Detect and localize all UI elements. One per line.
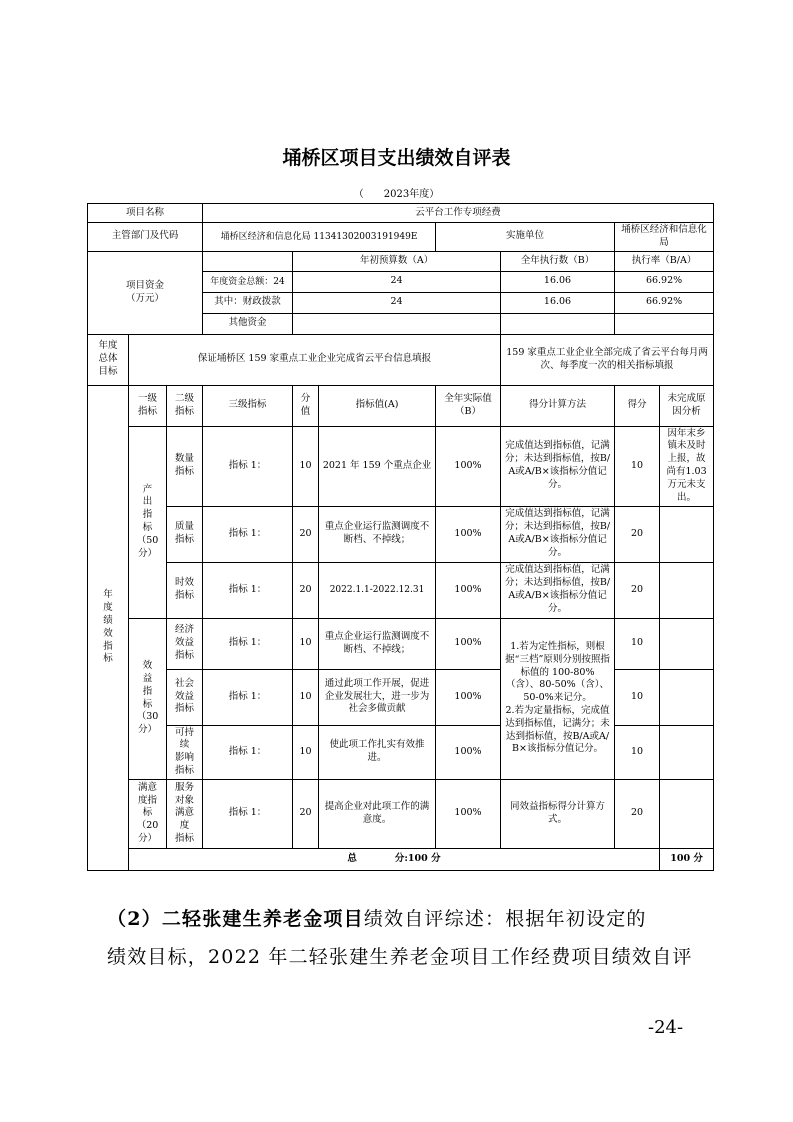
table-row xyxy=(88,618,714,669)
evaluation-table xyxy=(87,203,714,871)
level3-cell: 指标 1： xyxy=(203,506,293,562)
table-row xyxy=(88,426,714,506)
level2-cell: 时效 指标 xyxy=(167,562,203,618)
funds-row-rate xyxy=(615,313,714,334)
value-cell: 使此项工作扎实有效推进。 xyxy=(319,725,436,779)
header-score: 分 值 xyxy=(293,385,319,426)
score-cell: 10 xyxy=(293,426,319,506)
funds-row-a: 24 xyxy=(293,271,501,292)
header-level2: 二级 指标 xyxy=(167,385,203,426)
header-got: 得分 xyxy=(615,385,660,426)
method-cell: 同效益指标得分计算方式。 xyxy=(501,779,615,848)
level2-cell: 经济 效益 指标 xyxy=(167,618,203,669)
project-name: 云平台工作专项经费 xyxy=(203,204,714,223)
reason-cell xyxy=(660,779,714,848)
value-cell: 2021 年 159 个重点企业 xyxy=(319,426,436,506)
got-cell: 20 xyxy=(615,779,660,848)
actual-cell: 100% xyxy=(436,426,501,506)
funds-row-a: 24 xyxy=(293,292,501,313)
funds-header-rate: 执行率（B/A） xyxy=(615,251,714,271)
table-row xyxy=(88,334,714,385)
value-cell: 重点企业运行监测调度不断档、不掉线； xyxy=(319,618,436,669)
header-reason: 未完成原 因分析 xyxy=(660,385,714,426)
impl-unit-value: 埇桥区经济和信息化局 xyxy=(615,223,714,252)
funds-header-a: 年初预算数（A） xyxy=(293,251,501,271)
score-cell: 20 xyxy=(293,506,319,562)
table-row xyxy=(88,251,714,271)
score-cell: 10 xyxy=(293,725,319,779)
paragraph-line-2: 绩效目标，2022 年二轻张建生养老金项目工作经费项目绩效自评 xyxy=(107,946,693,968)
level2-cell: 质量 指标 xyxy=(167,506,203,562)
funds-row-label: 其中：财政拨款 xyxy=(203,292,293,313)
header-actual: 全年实际值 （B） xyxy=(436,385,501,426)
level3-cell: 指标 1： xyxy=(203,779,293,848)
table-row xyxy=(88,669,714,725)
table-row xyxy=(88,848,714,870)
level3-cell: 指标 1： xyxy=(203,618,293,669)
page-number: -24- xyxy=(648,1017,684,1038)
funds-row-rate: 66.92% xyxy=(615,292,714,313)
funds-row-b xyxy=(501,313,615,334)
value-cell: 提高企业对此项工作的满意度。 xyxy=(319,779,436,848)
benefit-method-cell: 1.若为定性指标，则根据“三档”原则分别按照指标值的 100-80%（含）、80-50%（含）、50-0%来记分。 2.若为定量指标，完成值达到指标值，记满分；未达到指标值，按B/A或A/B×该指标分值记分。 xyxy=(501,618,615,779)
got-cell: 10 xyxy=(615,725,660,779)
funds-header-blank xyxy=(203,251,293,271)
total-got: 100 分 xyxy=(660,848,714,870)
funds-row-a xyxy=(293,313,501,334)
score-cell: 10 xyxy=(293,669,319,725)
reason-cell xyxy=(660,618,714,669)
level2-cell: 社会 效益 指标 xyxy=(167,669,203,725)
indicators-side-label: 年 度 绩 效 指 标 xyxy=(88,385,129,870)
header-level1: 一级 指标 xyxy=(129,385,167,426)
got-cell: 20 xyxy=(615,562,660,618)
funds-row-label: 年度资金总额：24 xyxy=(203,271,293,292)
score-cell: 20 xyxy=(293,779,319,848)
reason-cell xyxy=(660,669,714,725)
paragraph-line-1 xyxy=(107,904,707,931)
level3-cell: 指标 1： xyxy=(203,426,293,506)
table-row xyxy=(88,385,714,426)
page-title: 埇桥区项目支出绩效自评表 xyxy=(282,147,511,169)
actual-cell: 100% xyxy=(436,779,501,848)
funds-label: 项目资金 （万元） xyxy=(88,251,203,334)
header-method: 得分计算方法 xyxy=(501,385,615,426)
level3-cell: 指标 1： xyxy=(203,562,293,618)
method-cell: 完成值达到指标值，记满分；未达到指标值，按B/A或A/B×该指标分值记分。 xyxy=(501,426,615,506)
actual-cell: 100% xyxy=(436,618,501,669)
got-cell: 10 xyxy=(615,618,660,669)
level2-cell: 数量 指标 xyxy=(167,426,203,506)
got-cell: 10 xyxy=(615,426,660,506)
table-row xyxy=(88,562,714,618)
funds-row-b: 16.06 xyxy=(501,292,615,313)
header-value: 指标值(A) xyxy=(319,385,436,426)
reason-cell xyxy=(660,506,714,562)
level3-cell: 指标 1： xyxy=(203,669,293,725)
reason-cell xyxy=(660,725,714,779)
funds-header-b: 全年执行数（B） xyxy=(501,251,615,271)
output-indicator-label: 产 出 指 标 （50 分） xyxy=(129,426,167,618)
table-row xyxy=(88,223,714,252)
total-label: 总 分:100 分 xyxy=(129,848,660,870)
funds-row-b: 16.06 xyxy=(501,271,615,292)
level2-cell: 可持 续 影响 指标 xyxy=(167,725,203,779)
score-cell: 10 xyxy=(293,618,319,669)
project-name-label: 项目名称 xyxy=(88,204,203,223)
goal-label: 年度 总体 目标 xyxy=(88,334,129,385)
level3-cell: 指标 1： xyxy=(203,725,293,779)
impl-unit-label: 实施单位 xyxy=(436,223,615,252)
table-row xyxy=(88,506,714,562)
header-level3: 三级指标 xyxy=(203,385,293,426)
actual-cell: 100% xyxy=(436,669,501,725)
level2-cell: 服务 对象 满意 度 指标 xyxy=(167,779,203,848)
reason-cell xyxy=(660,562,714,618)
got-cell: 10 xyxy=(615,669,660,725)
method-cell: 完成值达到指标值，记满分；未达到指标值，按B/A或A/B×该指标分值记分。 xyxy=(501,506,615,562)
table-year: （ 2023年度） xyxy=(353,189,440,200)
table-row xyxy=(88,204,714,223)
funds-row-rate: 66.92% xyxy=(615,271,714,292)
reason-cell: 因年末乡镇未及时上报，故尚有1.03万元未支出。 xyxy=(660,426,714,506)
method-cell: 完成值达到指标值，记满分；未达到指标值，按B/A或A/B×该指标分值记分。 xyxy=(501,562,615,618)
value-cell: 通过此项工作开展，促进企业发展壮大，进一步为社会多做贡献 xyxy=(319,669,436,725)
actual-cell: 100% xyxy=(436,725,501,779)
value-cell: 重点企业运行监测调度不断档、不掉线； xyxy=(319,506,436,562)
goal-planned: 保证埇桥区 159 家重点工业企业完成省云平台信息填报 xyxy=(129,334,501,385)
score-cell: 20 xyxy=(293,562,319,618)
dept-label: 主管部门及代码 xyxy=(88,223,203,252)
benefit-indicator-label: 效 益 指 标 （30 分） xyxy=(129,618,167,779)
actual-cell: 100% xyxy=(436,562,501,618)
satisfaction-indicator-label: 满意 度指 标 （20 分） xyxy=(129,779,167,848)
funds-row-label: 其他资金 xyxy=(203,313,293,334)
dept-value: 埇桥区经济和信息化局 11341302003191949E xyxy=(203,223,436,252)
goal-actual: 159 家重点工业企业全部完成了省云平台每月两次、每季度一次的相关指标填报 xyxy=(501,334,714,385)
actual-cell: 100% xyxy=(436,506,501,562)
paragraph-line-1-text: 绩效自评综述：根据年初设定的 xyxy=(363,908,647,930)
value-cell: 2022.1.1-2022.12.31 xyxy=(319,562,436,618)
got-cell: 20 xyxy=(615,506,660,562)
table-row xyxy=(88,725,714,779)
table-row xyxy=(88,779,714,848)
paragraph-heading: （2）二轻张建生养老金项目 xyxy=(107,908,364,930)
